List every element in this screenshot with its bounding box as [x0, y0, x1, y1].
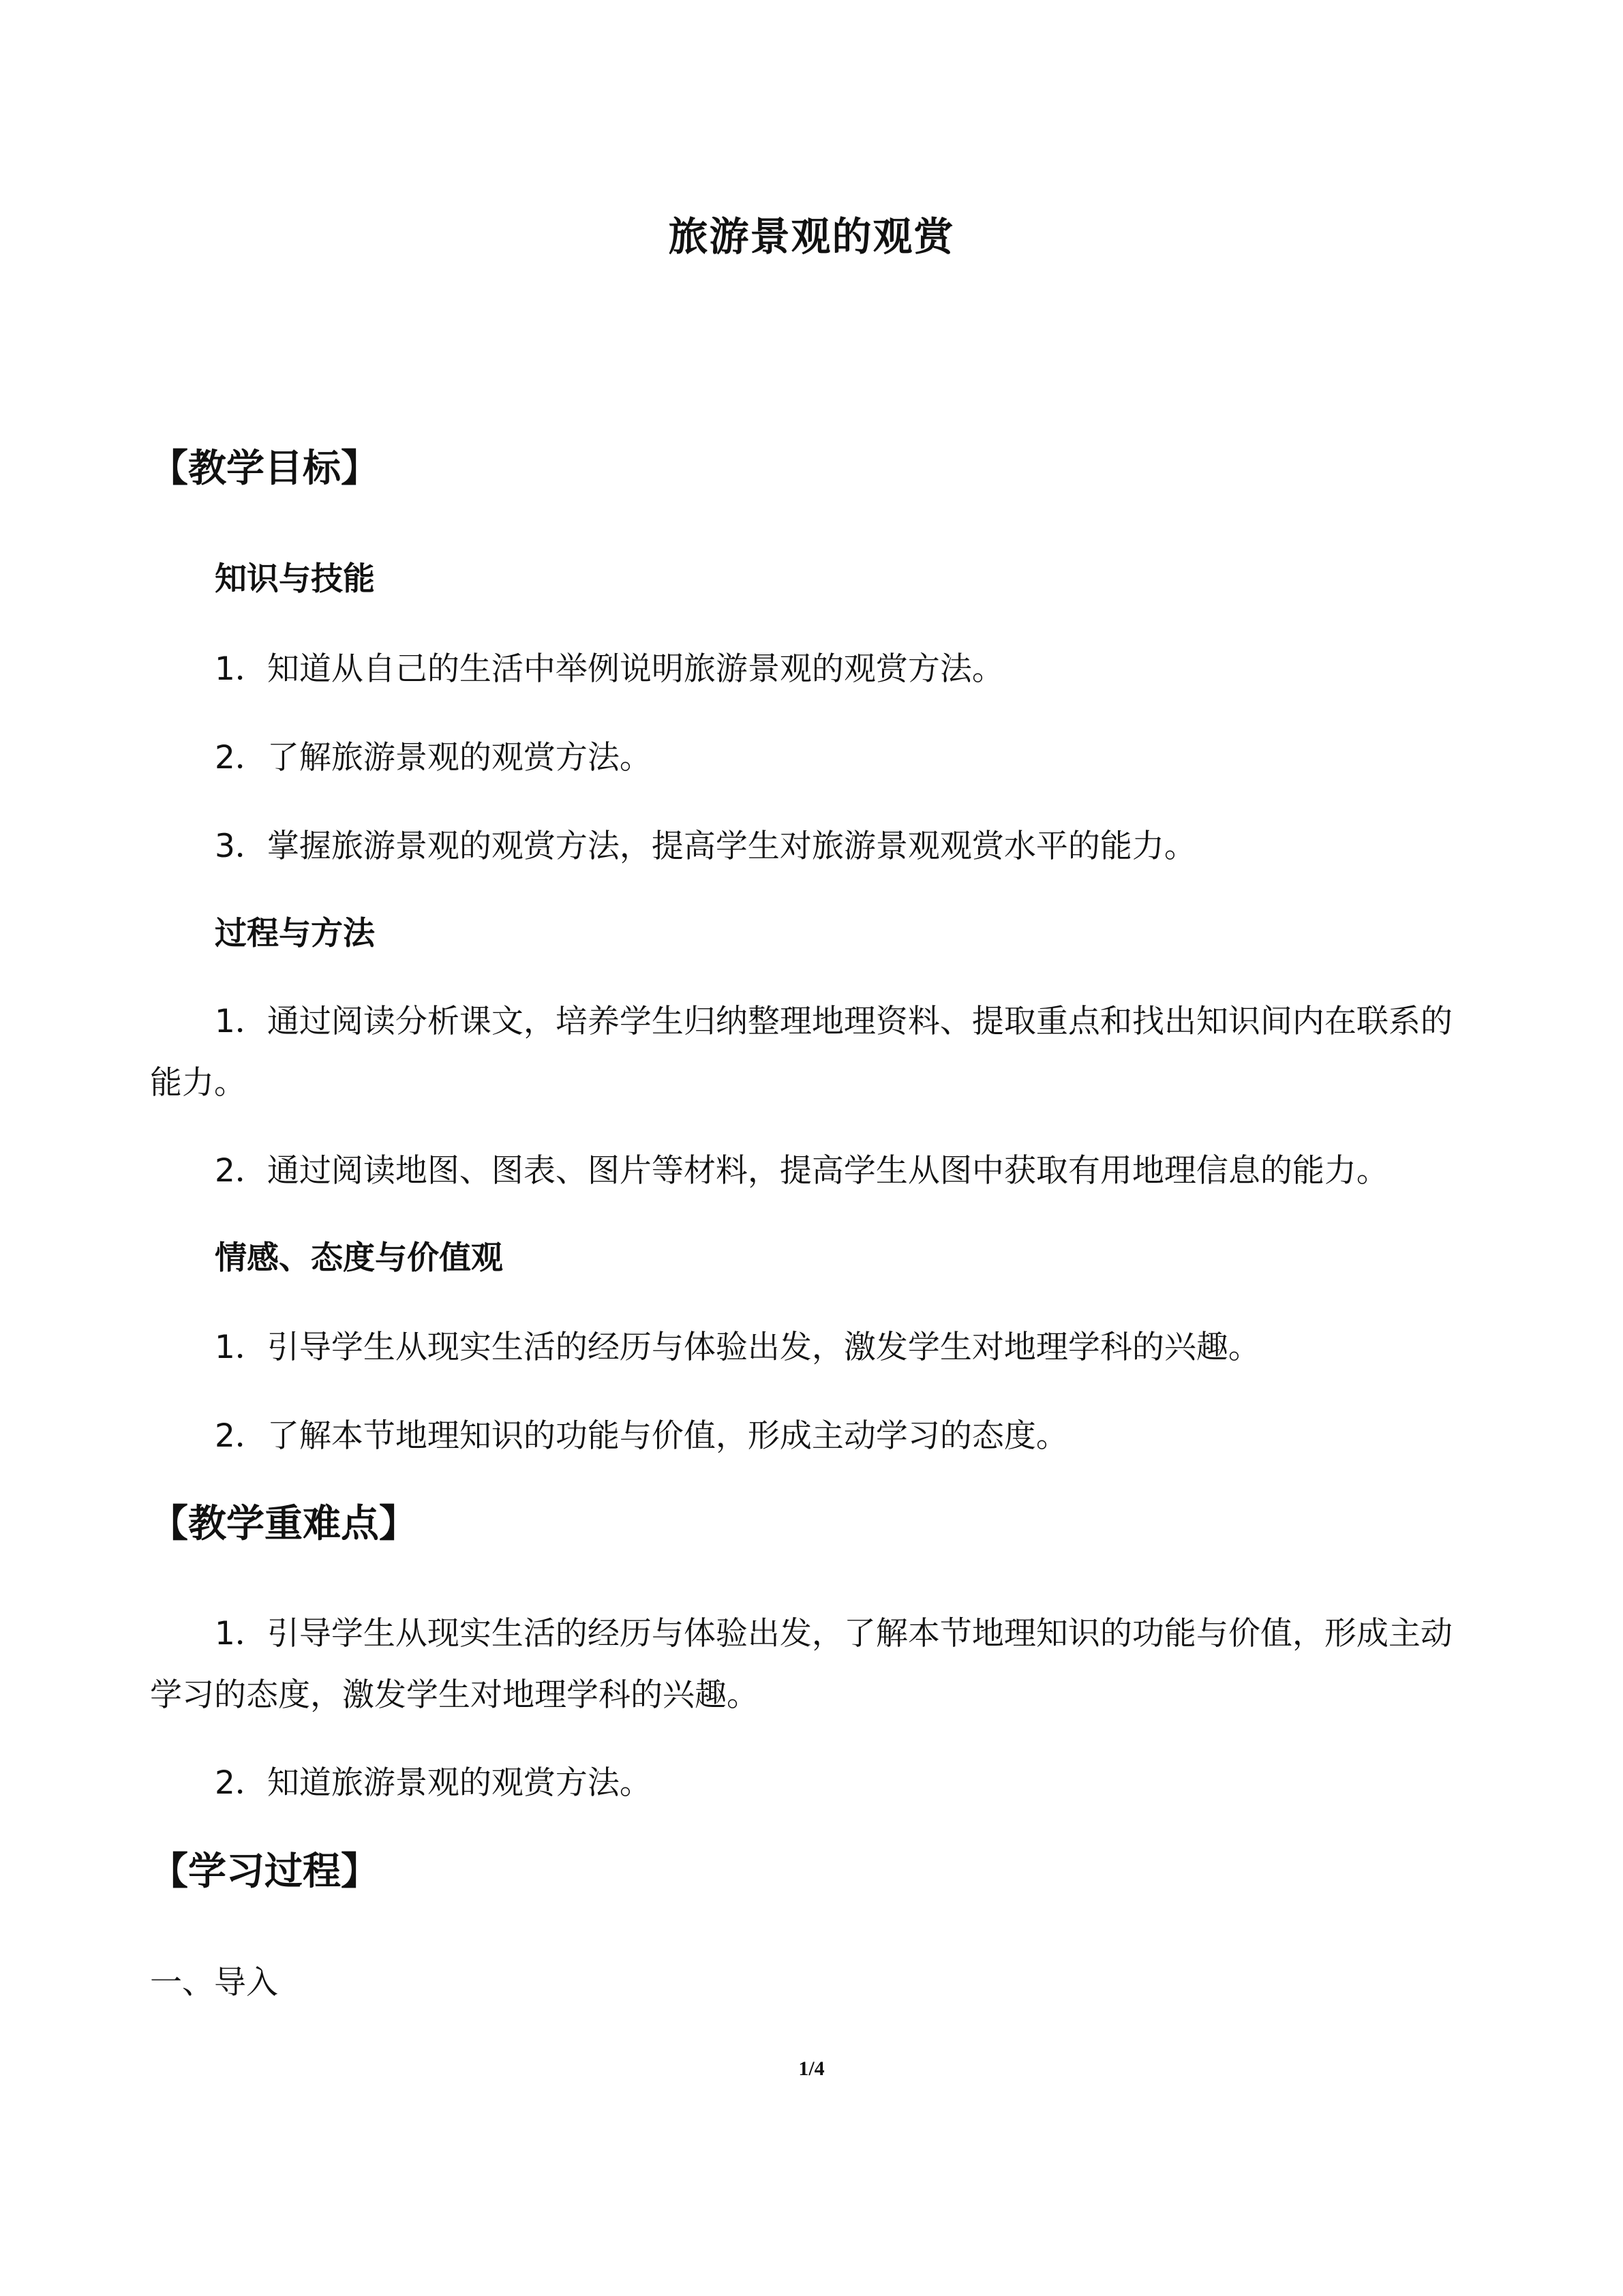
- key-point-item-2: 2．知道旅游景观的观赏方法。: [215, 1764, 652, 1802]
- attitude-item-1: 1．引导学生从现实生活的经历与体验出发，激发学生对地理学科的兴趣。: [215, 1329, 1260, 1366]
- subheading-knowledge-skills: 知识与技能: [215, 560, 375, 598]
- knowledge-item-1: 1．知道从自己的生活中举例说明旅游景观的观赏方法。: [215, 650, 1004, 688]
- process-item-1-line-2: 能力。: [150, 1064, 246, 1102]
- subheading-attitude-values: 情感、态度与价值观: [215, 1239, 503, 1277]
- key-point-item-1-line-2: 学习的态度，激发学生对地理学科的兴趣。: [150, 1676, 759, 1714]
- knowledge-item-3: 3．掌握旅游景观的观赏方法，提高学生对旅游景观观赏水平的能力。: [215, 828, 1196, 865]
- page-number: 1/4: [798, 2057, 825, 2080]
- subheading-process-methods: 过程与方法: [215, 915, 375, 952]
- page-title: 旅游景观的观赏: [668, 213, 955, 260]
- section-heading-key-points: 【教学重难点】: [150, 1502, 417, 1546]
- knowledge-item-2: 2．了解旅游景观的观赏方法。: [215, 739, 652, 776]
- key-point-item-1-line-1: 1．引导学生从现实生活的经历与体验出发，了解本节地理知识的功能与价值，形成主动: [215, 1615, 1453, 1652]
- section-heading-learning-process: 【学习过程】: [150, 1849, 379, 1894]
- process-item-2: 2．通过阅读地图、图表、图片等材料，提高学生从图中获取有用地理信息的能力。: [215, 1152, 1389, 1190]
- section-heading-objectives: 【教学目标】: [150, 447, 379, 491]
- process-item-1-line-1: 1．通过阅读分析课文，培养学生归纳整理地理资料、提取重点和找出知识间内在联系的: [215, 1003, 1453, 1040]
- attitude-item-2: 2．了解本节地理知识的功能与价值，形成主动学习的态度。: [215, 1417, 1068, 1455]
- learning-step-intro: 一、导入: [150, 1964, 278, 2002]
